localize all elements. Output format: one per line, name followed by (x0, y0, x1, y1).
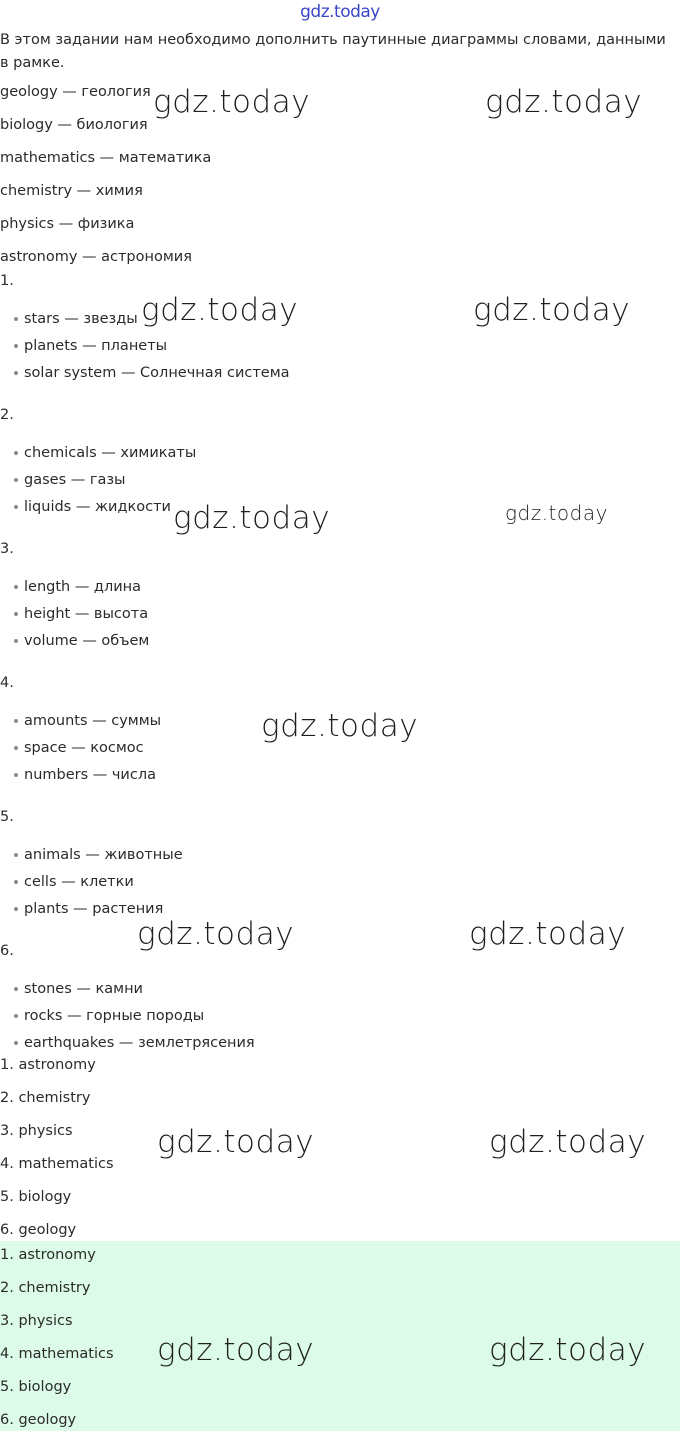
group-number: 3. (0, 541, 14, 557)
group-item: solar system — Солнечная система (24, 365, 290, 381)
highlighted-answer-item: 4. mathematics (0, 1346, 114, 1362)
group-item: gases — газы (24, 472, 126, 488)
bullet-dot (14, 317, 18, 321)
group-number: 2. (0, 407, 14, 423)
vocab-item: chemistry — химия (0, 183, 143, 199)
watermark: gdz.today (137, 916, 295, 952)
watermark: gdz.today (157, 1332, 315, 1368)
group-item: animals — животные (24, 847, 183, 863)
answer-item: 4. mathematics (0, 1156, 114, 1172)
watermark: gdz.today (469, 916, 627, 952)
group-item: length — длина (24, 579, 142, 595)
highlighted-answer-item: 6. geology (0, 1412, 77, 1428)
bullet-dot (14, 880, 18, 884)
intro-text: В этом задании нам необходимо дополнить паутинные диаграммы словами, данными в рамке. (0, 32, 666, 71)
bullet-dot (14, 478, 18, 482)
group-number: 1. (0, 273, 14, 289)
group-item: cells — клетки (24, 874, 134, 890)
bullet-dot (14, 639, 18, 643)
answer-item: 6. geology (0, 1222, 77, 1238)
group-item: stones — камни (24, 981, 143, 997)
group-number: 6. (0, 943, 14, 959)
bullet-dot (14, 719, 18, 723)
group-item: rocks — горные породы (24, 1008, 205, 1024)
bullet-dot (14, 773, 18, 777)
highlighted-answer-item: 5. biology (0, 1379, 72, 1395)
group-item: stars — звезды (24, 311, 138, 327)
answer-item: 5. biology (0, 1189, 72, 1205)
answer-item: 3. physics (0, 1123, 73, 1139)
bullet-dot (14, 746, 18, 750)
answer-item: 1. astronomy (0, 1057, 96, 1073)
bullet-dot (14, 853, 18, 857)
watermark: gdz.today (489, 1332, 647, 1368)
watermark: gdz.today (261, 708, 419, 744)
bullet-dot (14, 987, 18, 991)
group-item: volume — объем (24, 633, 150, 649)
watermark: gdz.today (153, 84, 311, 120)
watermark: gdz.today (473, 292, 631, 328)
watermark: gdz.today (173, 500, 331, 536)
watermark: gdz.today (489, 1124, 647, 1160)
watermark: gdz.today (485, 84, 643, 120)
group-item: planets — планеты (24, 338, 168, 354)
header-watermark[interactable]: gdz.today (300, 2, 380, 22)
vocab-item: geology — геология (0, 84, 151, 100)
vocab-item: astronomy — астрономия (0, 249, 192, 265)
bullet-dot (14, 1014, 18, 1018)
group-item: chemicals — химикаты (24, 445, 197, 461)
highlighted-answer-item: 2. chemistry (0, 1280, 91, 1296)
bullet-dot (14, 585, 18, 589)
highlighted-answer-item: 1. astronomy (0, 1247, 96, 1263)
vocab-item: mathematics — математика (0, 150, 212, 166)
group-item: plants — растения (24, 901, 164, 917)
watermark: gdz.today (157, 1124, 315, 1160)
bullet-dot (14, 371, 18, 375)
group-item: earthquakes — землетрясения (24, 1035, 255, 1051)
group-number: 4. (0, 675, 14, 691)
bullet-dot (14, 907, 18, 911)
vocab-item: physics — физика (0, 216, 135, 232)
bullet-dot (14, 1041, 18, 1045)
group-item: numbers — числа (24, 767, 156, 783)
group-item: space — космос (24, 740, 144, 756)
watermark: gdz.today (505, 501, 608, 525)
group-number: 5. (0, 809, 14, 825)
vocab-item: biology — биология (0, 117, 148, 133)
bullet-dot (14, 505, 18, 509)
highlighted-answer-item: 3. physics (0, 1313, 73, 1329)
bullet-dot (14, 344, 18, 348)
bullet-dot (14, 451, 18, 455)
watermark: gdz.today (141, 292, 299, 328)
bullet-dot (14, 612, 18, 616)
group-item: height — высота (24, 606, 149, 622)
group-item: amounts — суммы (24, 713, 162, 729)
group-item: liquids — жидкости (24, 499, 171, 515)
answer-item: 2. chemistry (0, 1090, 91, 1106)
